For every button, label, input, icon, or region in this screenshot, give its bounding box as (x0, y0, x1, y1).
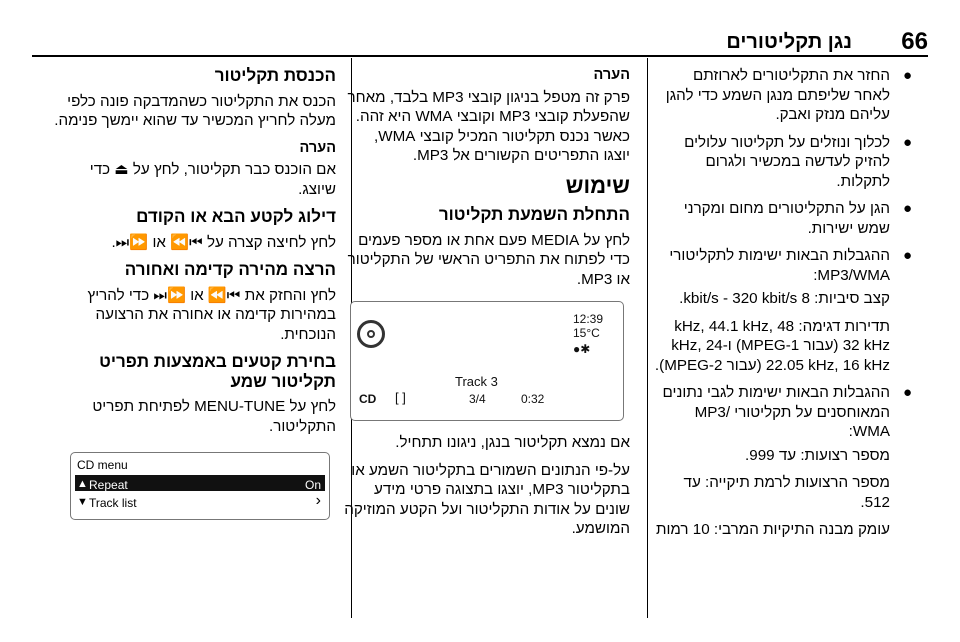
bullet-item: ● ההגבלות הבאות ישימות לתקליטורי MP3/WMA: קצב סיביות: 8 kbit/s - 320 kbit/s. תדירות דגימה: 48 kHz, 44.1 kHz, 32 kHz (עבור MPEG-1) ו-24 kHz, 22.05 kHz, 16 kHz (עבור MPEG-2). (654, 247, 912, 374)
note-text: אם הוכנס כבר תקליטור, לחץ על ⏏ כדי שיוצג. (89, 161, 336, 198)
bluetooth-icon: ●✱ (573, 342, 591, 356)
bullet-icon: ● (902, 247, 912, 264)
note-heading: הערה (299, 139, 336, 156)
column-divider-right (647, 58, 648, 618)
fast-forward-text: לחץ והחזק את ⏮⏪ או ⏩⏭ כדי להריץ במהירות קדימה או אחורה את הרצועה הנוכחית. (87, 286, 336, 343)
page-number: 66 (901, 28, 928, 55)
note-heading: הערה (593, 67, 630, 83)
section-title: שימוש (565, 172, 630, 198)
start-text: לחץ על MEDIA פעם אחת או מספר פעמים כדי לפתוח את התפריט הראשי של התקליטור או MP3. (347, 231, 630, 288)
display-brackets: [ ] (395, 390, 406, 405)
bitrate-text: קצב סיביות: 8 kbit/s - 320 kbit/s. (679, 290, 890, 307)
bullet-icon: ● (902, 200, 912, 217)
menu-row-track-list (75, 493, 325, 509)
display-source: CD (359, 392, 377, 406)
cd-display-screenshot (350, 301, 624, 421)
display-time: 12:39 (573, 312, 604, 326)
running-title: נגן תקליטורים (726, 31, 852, 53)
bullet-icon: ● (902, 67, 912, 84)
tracks-text: מספר רצועות: עד 999. (745, 446, 890, 464)
display-elapsed: 0:32 (521, 392, 545, 406)
subhead-menu: בחירת קטעים באמצעות תפריט תקליטור שמע (99, 352, 336, 391)
bullet-item: ● הגן על התקליטורים מחום ומקרני שמש ישירות. (683, 200, 912, 237)
tree-depth-text: עומק מבנה התיקיות המרבי: 10 רמות (655, 521, 890, 538)
menu-title: CD menu (77, 458, 128, 472)
sampling-text: תדירות דגימה: 48 kHz, 44.1 kHz, 32 kHz (עבור MPEG-1) ו-24 kHz, 22.05 kHz, 16 kHz (עבור MPEG-2). (654, 317, 890, 374)
page-header (0, 28, 960, 54)
subhead-skip: דילוג לקטע הבא או הקודם (136, 207, 336, 226)
display-track: Track 3 (455, 374, 498, 389)
menu-row-label: Track list (89, 496, 137, 510)
menu-row-repeat (75, 475, 325, 491)
display-temp: 15°C (573, 326, 600, 340)
cd-icon (357, 320, 385, 348)
care-bullet-list (654, 66, 912, 540)
skip-text: לחץ לחיצה קצרה על ⏮⏪ או ⏩⏭. (111, 233, 336, 251)
menu-row-label: Repeat (89, 478, 128, 492)
bullet-item: ● לכלוך ונוזלים על תקליטור עלולים להזיק לעדשה במכשיר ולגרום לתקלות. (684, 133, 912, 190)
folder-depth-text: מספר הרצועות לרמת תיקייה: עד 512. (683, 474, 890, 511)
scroll-updown-icon: ▲ (77, 478, 88, 490)
cd-menu-screenshot (70, 452, 330, 520)
middle-column (344, 66, 630, 547)
menu-text: לחץ על MENU-TUNE לפתיחת תפריט התקליטור. (92, 398, 336, 435)
chevron-right-icon: › (315, 492, 321, 509)
insert-text: הכנס את התקליטור כשהמדבקה פונה כלפי מעלה לחריץ המכשיר עד שהוא יימשך פנימה. (54, 92, 336, 129)
bullet-item: ● ההגבלות הבאות ישימות לגבי נתונים המאוחסנים על תקליטורי MP3/ WMA: מספר רצועות: עד 999. מספר הרצועות לרמת תיקייה: עד 512. עומק מבנה התיקיות המרבי: 10 רמות (655, 384, 912, 538)
subhead-insert: הכנסת תקליטור (214, 66, 336, 85)
right-column (654, 66, 912, 548)
bullet-icon: ● (902, 133, 912, 151)
display-track-count: 3/4 (469, 392, 486, 406)
note-text: פרק זה מטפל בניגון קובצי MP3 בלבד, מאחר שהפעלת קובצי MP3 וקובצי WMA היא זהה. כאשר נכנס תקליטור המכיל קובצי WMA, יוצגו התפריטים הקשורים אל MP3. (347, 88, 630, 164)
after-display-text-2: על-פי הנתונים השמורים בתקליטור השמע או בתקליטור MP3, יוצגו בתצוגה פרטי מידע שונים על אודות התקליטור ועל הקטע המוזיקה המושמע. (344, 461, 630, 537)
bullet-icon: ● (902, 384, 912, 401)
bullet-item: ● החזר את התקליטורים לארוזתם לאחר שליפתם מנגן השמע כדי להגן עליהם מנזק ואבק. (665, 67, 912, 123)
menu-row-value: On (304, 478, 321, 492)
scroll-down-icon: ▼ (77, 496, 88, 508)
after-display-text-1: אם נמצא תקליטור בנגן, ניגונו תתחיל. (395, 434, 630, 451)
subhead-start: התחלת השמעת תקליטור (438, 205, 630, 224)
left-column (54, 66, 336, 532)
subhead-fast-forward: הרצה מהירה קדימה ואחורה (124, 260, 336, 279)
header-rule (32, 55, 928, 57)
